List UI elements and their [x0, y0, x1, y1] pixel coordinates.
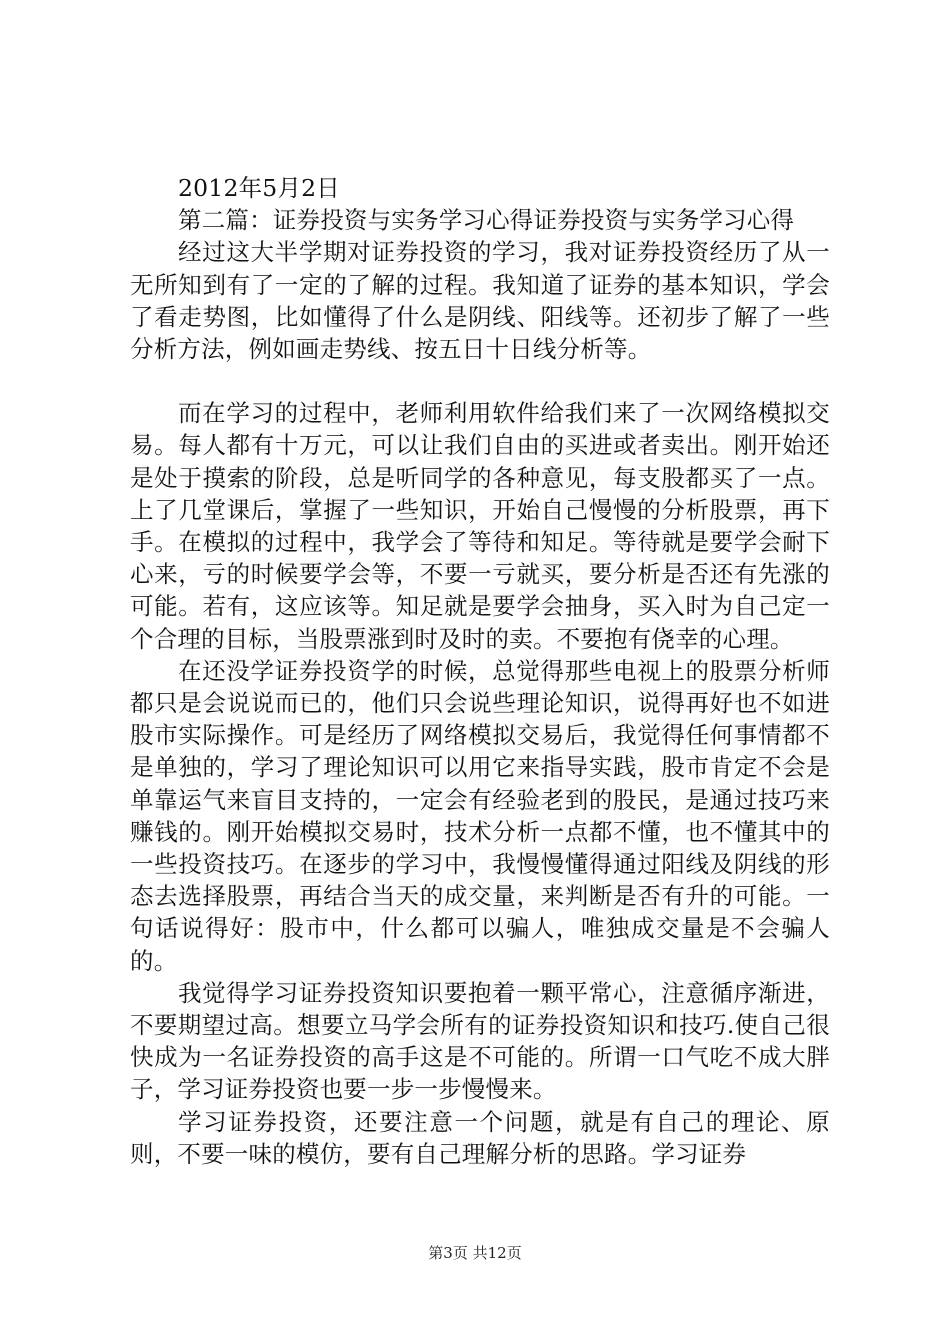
paragraph-1: 经过这大半学期对证券投资的学习，我对证券投资经历了从一无所知到有了一定的了解的过程。我知道了证券的基本知识，学会了看走势图，比如懂得了什么是阴线、阳线等。还初步了解了一些分析方法，例如画走势线、按五日十日线分析等。 — [130, 238, 830, 364]
document-date: 2012年5月2日 — [178, 174, 341, 202]
paragraph-3: 在还没学证券投资学的时候，总觉得那些电视上的股票分析师都只是会说说而已的，他们只会说些理论知识，说得再好也不如进股市实际操作。可是经历了网络模拟交易后，我觉得任何事情都不是单独的，学习了理论知识可以用它来指导实践，股市肯定不会是单靠运气来盲目支持的，一定会有经验老到的股民，是通过技巧来赚钱的。刚开始模拟交易时，技术分析一点都不懂，也不懂其中的一些投资技巧。在逐步的学习中，我慢慢懂得通过阳线及阴线的形态去选择股票，再结合当天的成交量，来判断是否有升的可能。一句话说得好：股市中，什么都可以骗人，唯独成交量是不会骗人的。 — [130, 656, 830, 975]
paragraph-2: 而在学习的过程中，老师利用软件给我们来了一次网络模拟交易。每人都有十万元，可以让我们自由的买进或者卖出。刚开始还是处于摸索的阶段，总是听同学的各种意见，每支股都买了一点。上了几堂课后，掌握了一些知识，开始自己慢慢的分析股票，再下手。在模拟的过程中，我学会了等待和知足。等待就是要学会耐下心来，亏的时候要学会等，不要一亏就买，要分析是否还有先涨的可能。若有，这应该等。知足就是要学会抽身，买入时为自己定一个合理的目标，当股票涨到时及时的卖。不要抱有侥幸的心理。 — [130, 399, 830, 653]
section-heading: 第二篇：证券投资与实务学习心得证券投资与实务学习心得 — [178, 206, 795, 235]
paragraph-5: 学习证券投资，还要注意一个问题，就是有自己的理论、原则，不要一味的模仿，要有自己理解分析的思路。学习证券 — [130, 1107, 830, 1168]
document-body — [130, 172, 830, 1170]
page-number-footer: 第3页 共12页 — [428, 1244, 522, 1262]
paragraph-4: 我觉得学习证券投资知识要抱着一颗平常心，注意循序渐进，不要期望过高。想要立马学会所有的证券投资知识和技巧.使自己很快成为一名证券投资的高手这是不可能的。所谓一口气吃不成大胖子，学习证券投资也要一步一步慢慢来。 — [130, 978, 830, 1104]
paragraph-gap — [130, 365, 830, 397]
